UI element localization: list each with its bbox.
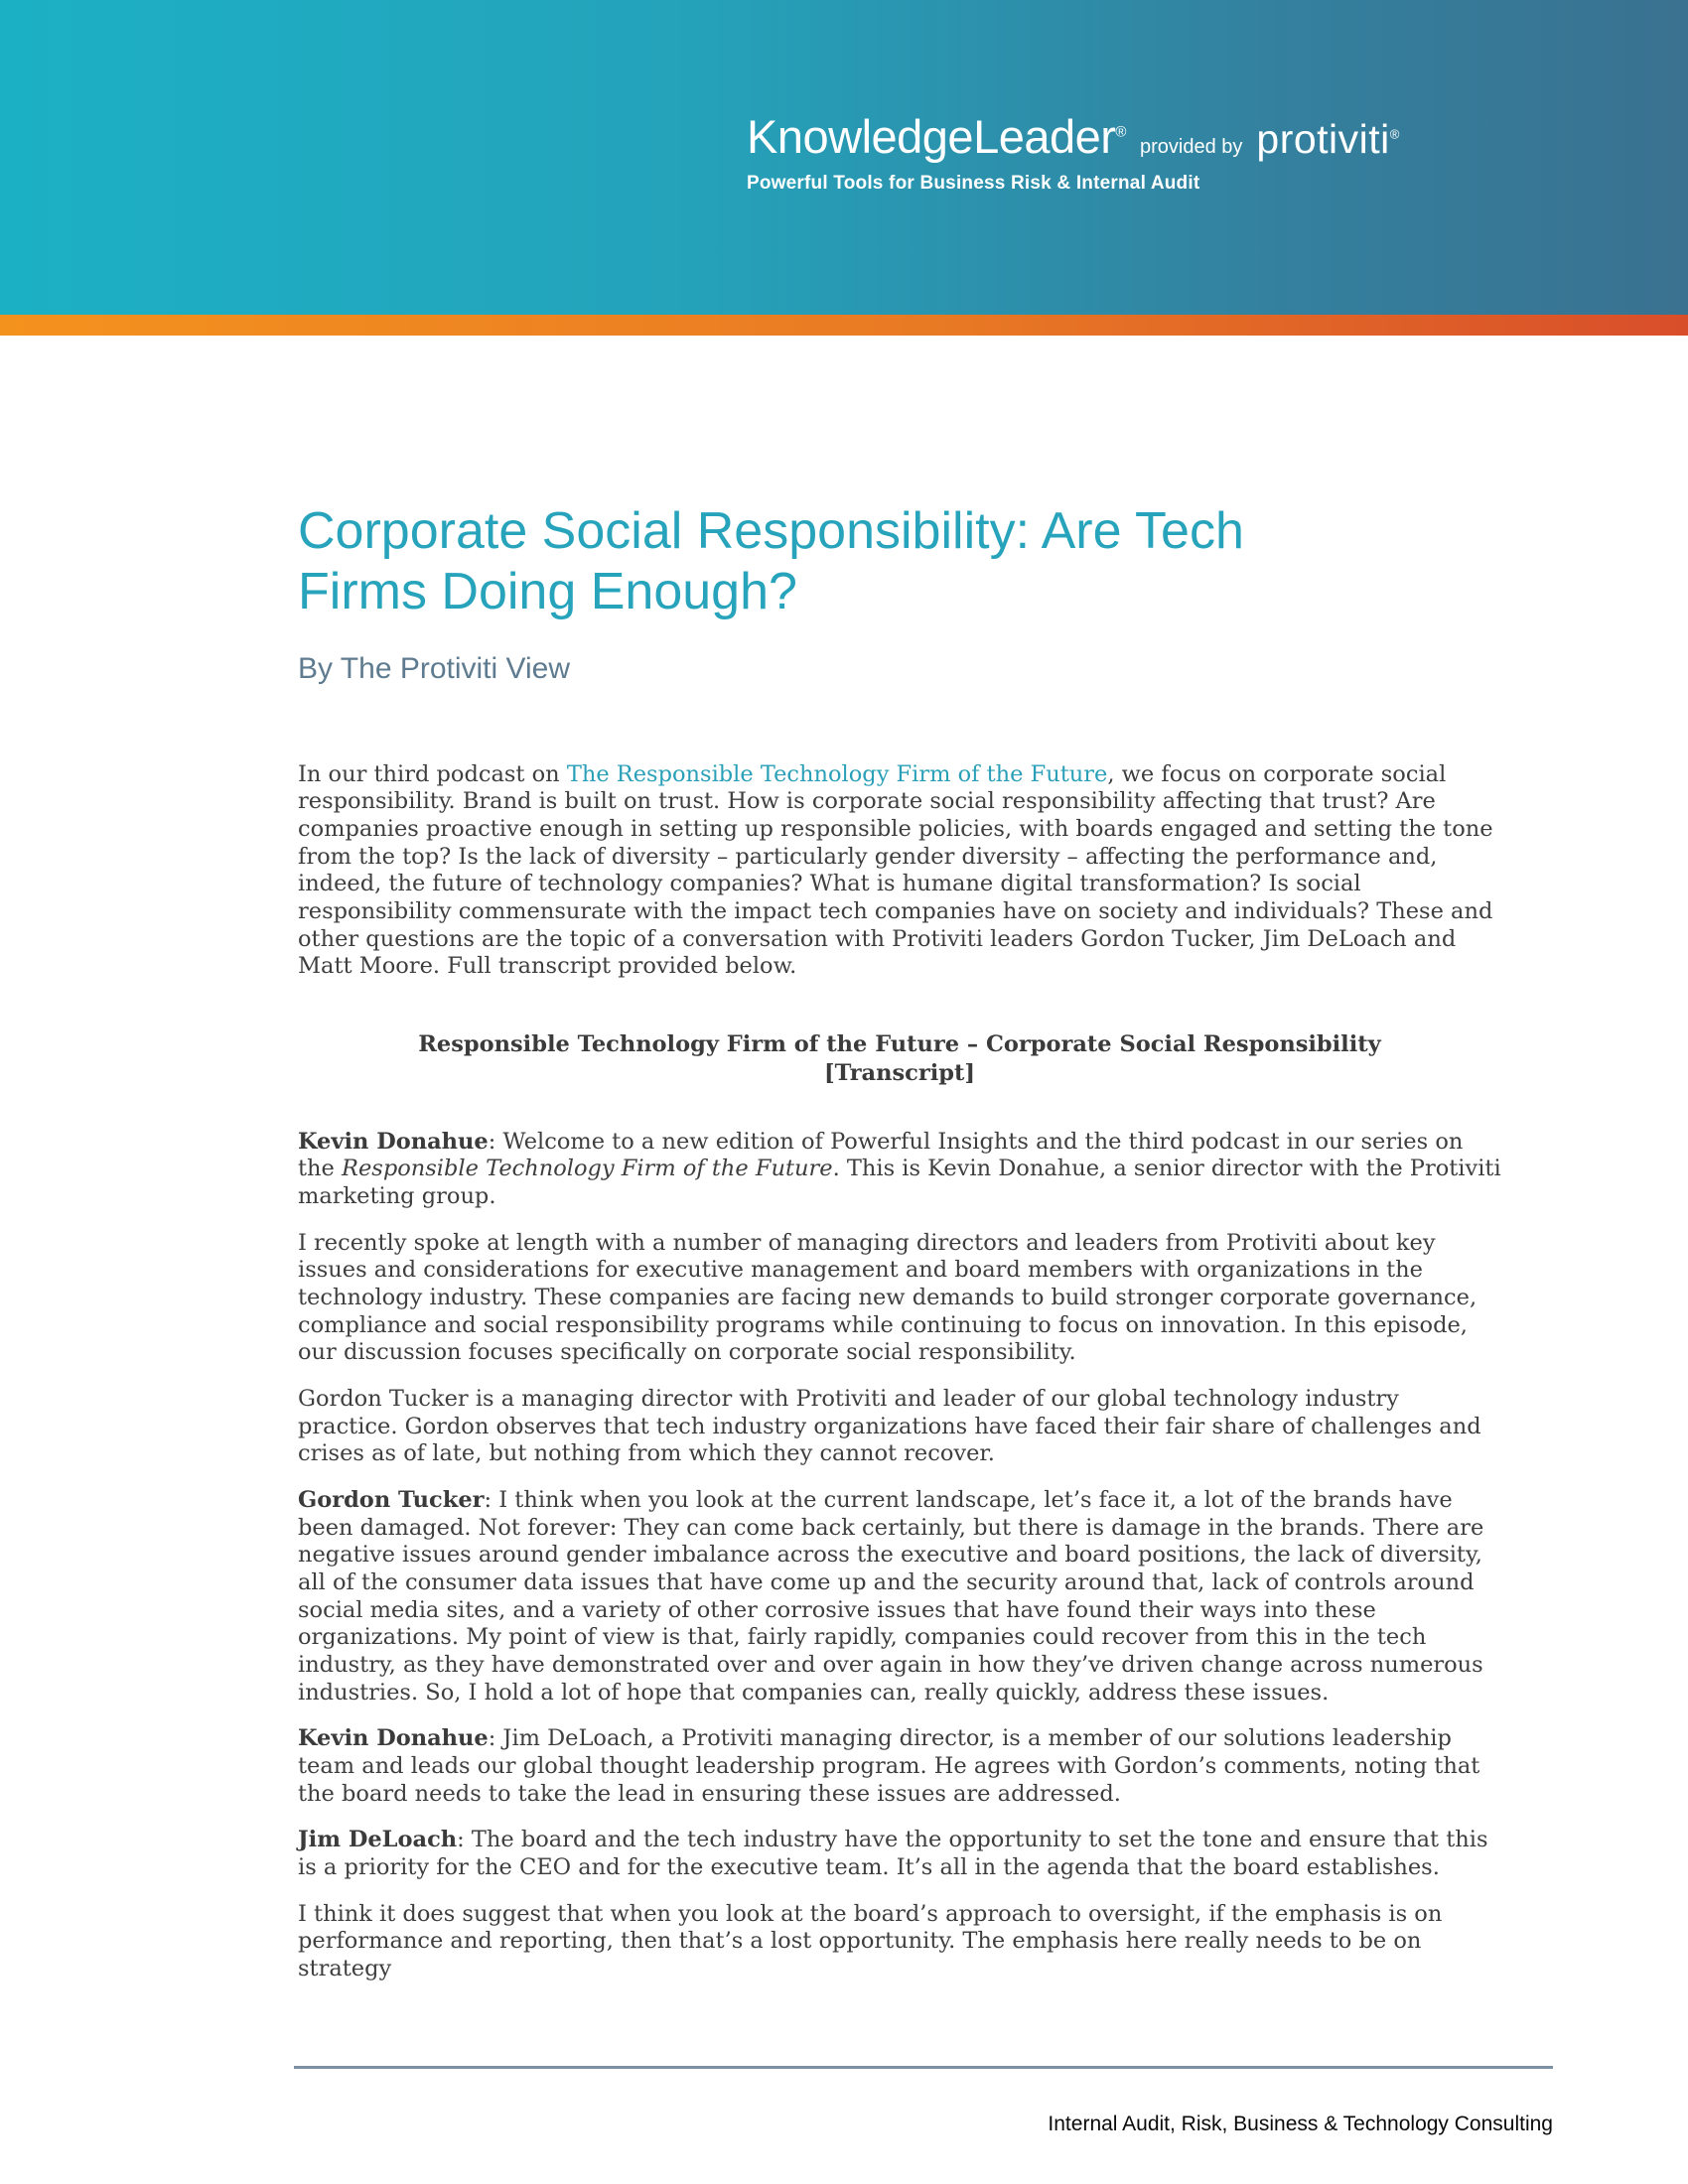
brand-logo-group <box>747 109 1400 195</box>
speaker-name: Kevin Donahue <box>298 1725 489 1752</box>
transcript-paragraph <box>298 1230 1501 1367</box>
paragraph-text: I think when you look at the current landscape, let’s face it, a lot of the brands have been damaged. Not forever: They can come back certainly, but there is damage in the brands. There are negative issues around gender imbalance across the executive and board positions, the lack of diversity, all of the consumer data issues that have come up and the security around that, lack of controls around social media sites, and a variety of other corrosive issues that have found their ways into these organizations. My point of view is that, fairly rapidly, companies could recover from this in the tech industry, as they have demonstrated over and over again in how they’ve driven change across numerous industries. So, I hold a lot of hope that companies can, really quickly, address these issues. <box>298 1486 1484 1706</box>
paragraph-text: Jim DeLoach, a Protiviti managing director, is a member of our solutions leadership team and leads our global thought leadership program. He agrees with Gordon’s comments, noting that the board needs to take the lead in ensuring these issues are addressed. <box>298 1725 1480 1807</box>
transcript-paragraph <box>298 1827 1501 1881</box>
knowledgeleader-logo: KnowledgeLeader® <box>747 110 1126 163</box>
paragraph-text: Welcome to a new edition of Powerful Insights and the third podcast in our series on the <box>298 1128 1464 1182</box>
accent-stripe <box>0 315 1688 336</box>
header-banner <box>0 0 1688 315</box>
transcript-heading-line1: Responsible Technology Firm of the Future – Corporate Social Responsibility <box>418 1031 1381 1058</box>
transcript-paragraph <box>298 1487 1501 1706</box>
intro-text-pre: In our third podcast on <box>298 760 567 787</box>
transcript-heading-line2: [Transcript] <box>823 1060 976 1087</box>
page-title-line2: Firms Doing Enough? <box>298 562 797 620</box>
speaker-name: Jim DeLoach <box>298 1827 458 1853</box>
protiviti-logo: protiviti® <box>1256 116 1400 162</box>
paragraph-text: . This is Kevin Donahue, a senior director with the Protiviti marketing group. <box>298 1156 1501 1209</box>
registered-mark-icon: ® <box>1115 123 1126 141</box>
speaker-separator: : <box>488 1128 503 1155</box>
intro-text-post: , we focus on corporate social responsibility. Brand is built on trust. How is corporate social responsibility affecting that trust? Are companies proactive enough in setting up responsible policies, with boards engaged and setting the tone from the top? Is the lack of diversity – particularly gender diversity – affecting the performance and, indeed, the future of technology companies? What is humane digital transformation? Is social responsibility commensurate with the impact tech companies have on society and individuals? These and other questions are the topic of a conversation with Protiviti leaders Gordon Tucker, Jim DeLoach and Matt Moore. Full transcript provided below. <box>298 760 1493 980</box>
speaker-name: Gordon Tucker <box>298 1486 485 1513</box>
registered-mark-icon: ® <box>1389 126 1400 142</box>
footer-rule <box>294 2066 1553 2069</box>
byline: By The Protiviti View <box>298 651 570 685</box>
italic-series-title: Responsible Technology Firm of the Future <box>342 1156 833 1182</box>
paragraph-text: I think it does suggest that when you look at the board’s approach to oversight, if the emphasis is on performance and reporting, then that’s a lost opportunity. The emphasis here really needs to be on strategy <box>298 1900 1443 1981</box>
paragraph-text: The board and the tech industry have the opportunity to set the tone and ensure that this is a priority for the CEO and for the executive team. It’s all in the agenda that the board establishes. <box>298 1827 1488 1880</box>
speaker-separator: : <box>484 1486 499 1513</box>
brand-tagline: Powerful Tools for Business Risk & Internal Audit <box>747 173 1200 194</box>
speaker-separator: : <box>488 1725 503 1752</box>
page-title <box>298 501 1501 622</box>
transcript-paragraph <box>298 1386 1501 1468</box>
speaker-separator: : <box>457 1827 472 1853</box>
transcript-paragraph <box>298 1901 1501 1983</box>
provided-by-label: provided by <box>1139 136 1243 158</box>
speaker-name: Kevin Donahue <box>298 1128 489 1155</box>
intro-link[interactable]: The Responsible Technology Firm of the Future <box>566 760 1108 787</box>
page-title-line1: Corporate Social Responsibility: Are Tech <box>298 502 1244 560</box>
footer-text: Internal Audit, Risk, Business & Technology Consulting <box>1048 2113 1553 2135</box>
paragraph-text: I recently spoke at length with a number of managing directors and leaders from Protiviti about key issues and considerations for executive management and board members with organizations in the technology industry. These companies are facing new demands to build stronger corporate governance, compliance and social responsibility programs while continuing to focus on innovation. In this episode, our discussion focuses specifically on corporate social responsibility. <box>298 1229 1477 1366</box>
transcript-paragraph <box>298 1725 1501 1808</box>
transcript-heading <box>298 1030 1501 1089</box>
transcript-paragraph <box>298 1129 1501 1211</box>
intro-paragraph <box>298 761 1501 981</box>
article-body <box>298 501 1501 2002</box>
paragraph-text: Gordon Tucker is a managing director with Protiviti and leader of our global technology industry practice. Gordon observes that tech industry organizations have faced their fair share of challenges and crises as of late, but nothing from which they cannot recover. <box>298 1385 1481 1467</box>
